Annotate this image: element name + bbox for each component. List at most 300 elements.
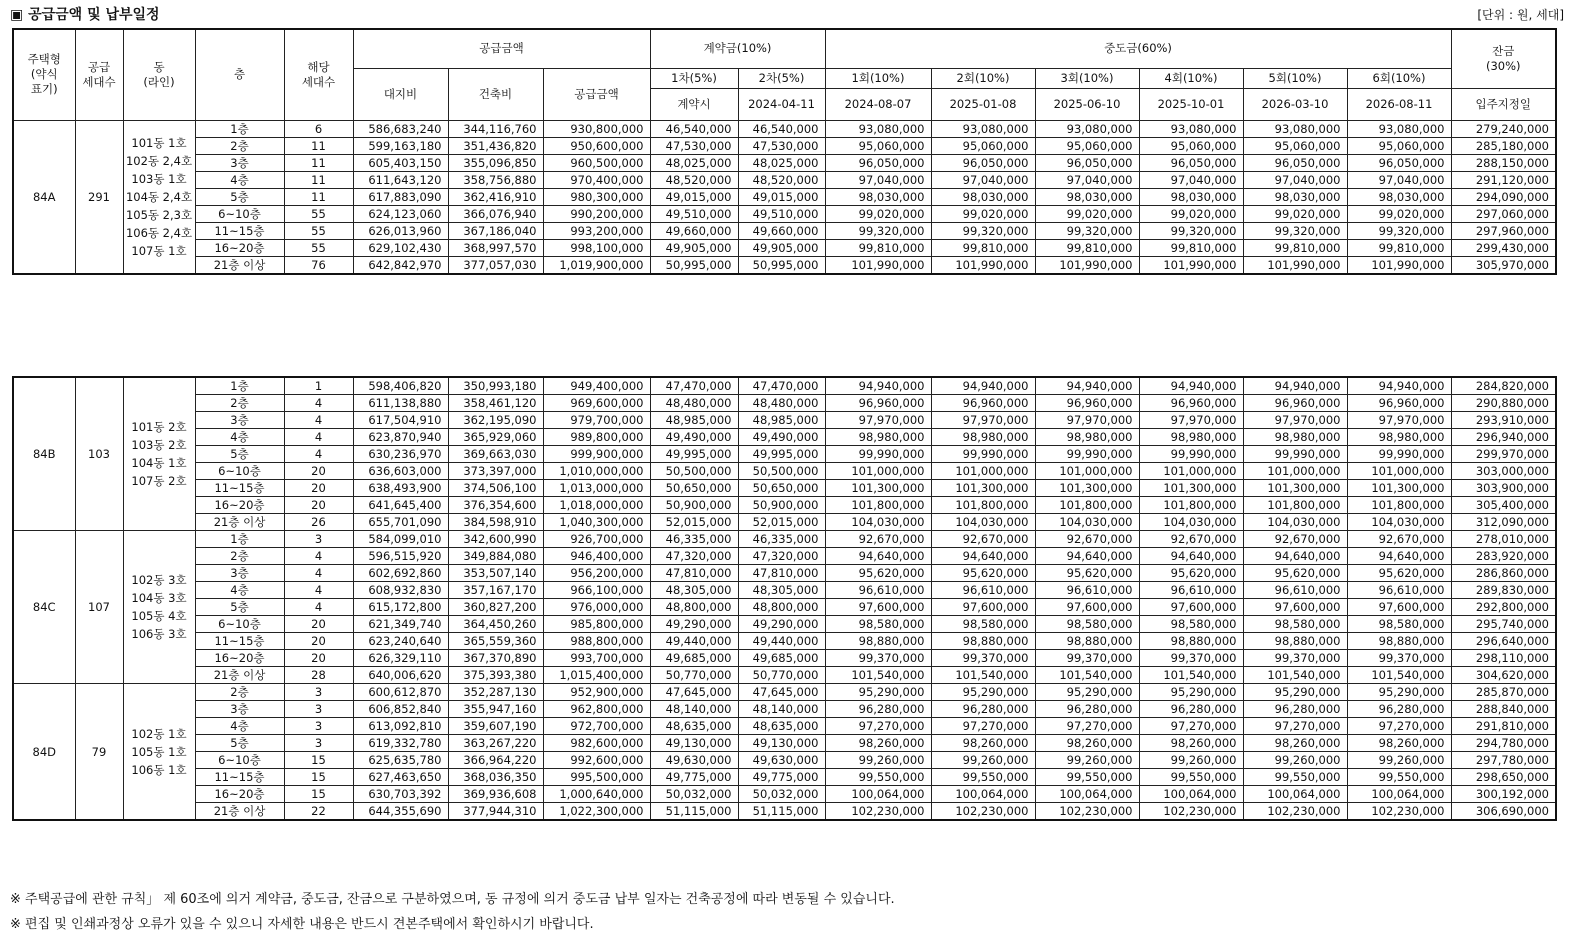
- building-cost-cell: 373,397,000: [448, 463, 543, 480]
- middle-payment-cell: 95,060,000: [1139, 137, 1243, 154]
- units-cell: 22: [284, 803, 353, 821]
- middle-payment-cell: 99,260,000: [1243, 752, 1347, 769]
- land-cost-cell: 611,643,120: [353, 171, 448, 188]
- deposit-2-cell: 51,115,000: [738, 803, 825, 821]
- middle-payment-cell: 99,370,000: [1347, 650, 1451, 667]
- land-cost-cell: 617,504,910: [353, 412, 448, 429]
- supply-amount-cell: 989,800,000: [543, 429, 650, 446]
- middle-payment-cell: 98,980,000: [1347, 429, 1451, 446]
- building-cost-cell: 376,354,600: [448, 497, 543, 514]
- supply-amount-cell: 980,300,000: [543, 188, 650, 205]
- middle-payment-cell: 98,580,000: [1347, 616, 1451, 633]
- middle-payment-cell: 99,370,000: [931, 650, 1035, 667]
- middle-payment-cell: 98,580,000: [931, 616, 1035, 633]
- deposit-1-cell: 51,115,000: [650, 803, 738, 821]
- land-cost-cell: 641,645,400: [353, 497, 448, 514]
- middle-payment-cell: 101,800,000: [1035, 497, 1139, 514]
- middle-payment-cell: 97,970,000: [931, 412, 1035, 429]
- middle-payment-cell: 96,960,000: [1347, 395, 1451, 412]
- land-cost-cell: 598,406,820: [353, 377, 448, 395]
- middle-payment-cell: 99,990,000: [1243, 446, 1347, 463]
- middle-payment-cell: 95,290,000: [1243, 684, 1347, 701]
- table-row: [13, 137, 1556, 154]
- deposit-1-cell: 48,140,000: [650, 701, 738, 718]
- type-cell: 84B: [13, 377, 75, 531]
- supply-units-cell: 79: [75, 684, 123, 821]
- header-total: 공급금액: [543, 68, 650, 120]
- table-row: [13, 395, 1556, 412]
- balance-cell: 296,640,000: [1451, 633, 1556, 650]
- floor-cell: 2층: [195, 548, 284, 565]
- middle-payment-cell: 99,550,000: [1243, 769, 1347, 786]
- middle-payment-cell: 101,990,000: [1139, 256, 1243, 274]
- middle-payment-cell: 96,610,000: [1139, 582, 1243, 599]
- deposit-1-cell: 50,032,000: [650, 786, 738, 803]
- header-floor: 층: [195, 29, 284, 120]
- units-cell: 28: [284, 667, 353, 684]
- middle-payment-cell: 96,050,000: [1243, 154, 1347, 171]
- land-cost-cell: 586,683,240: [353, 120, 448, 137]
- middle-payment-cell: 98,580,000: [1139, 616, 1243, 633]
- middle-payment-cell: 102,230,000: [931, 803, 1035, 821]
- units-cell: 4: [284, 446, 353, 463]
- building-cost-cell: 352,287,130: [448, 684, 543, 701]
- middle-payment-cell: 99,260,000: [1347, 752, 1451, 769]
- middle-payment-cell: 96,280,000: [1139, 701, 1243, 718]
- header-middle-5-date: 2026-03-10: [1243, 88, 1347, 120]
- deposit-1-cell: 49,440,000: [650, 633, 738, 650]
- middle-payment-cell: 96,610,000: [1035, 582, 1139, 599]
- middle-payment-cell: 99,810,000: [1347, 239, 1451, 256]
- balance-cell: 297,960,000: [1451, 222, 1556, 239]
- header-units: 해당 세대수: [284, 29, 353, 120]
- deposit-1-cell: 49,490,000: [650, 429, 738, 446]
- deposit-2-cell: 48,025,000: [738, 154, 825, 171]
- middle-payment-cell: 101,990,000: [1347, 256, 1451, 274]
- middle-payment-cell: 98,030,000: [1139, 188, 1243, 205]
- middle-payment-cell: 98,880,000: [1035, 633, 1139, 650]
- deposit-1-cell: 49,290,000: [650, 616, 738, 633]
- land-cost-cell: 626,013,960: [353, 222, 448, 239]
- land-cost-cell: 619,332,780: [353, 735, 448, 752]
- header-supply-units: 공급 세대수: [75, 29, 123, 120]
- middle-payment-cell: 104,030,000: [1139, 514, 1243, 531]
- units-cell: 20: [284, 616, 353, 633]
- building-cost-cell: 369,936,608: [448, 786, 543, 803]
- middle-payment-cell: 101,990,000: [1243, 256, 1347, 274]
- middle-payment-cell: 97,970,000: [1035, 412, 1139, 429]
- units-cell: 4: [284, 429, 353, 446]
- units-cell: 76: [284, 256, 353, 274]
- deposit-2-cell: 50,995,000: [738, 256, 825, 274]
- supply-amount-cell: 962,800,000: [543, 701, 650, 718]
- deposit-2-cell: 49,775,000: [738, 769, 825, 786]
- deposit-1-cell: 48,800,000: [650, 599, 738, 616]
- middle-payment-cell: 95,290,000: [825, 684, 931, 701]
- middle-payment-cell: 92,670,000: [825, 531, 931, 548]
- building-cost-cell: 349,884,080: [448, 548, 543, 565]
- supply-amount-cell: 1,019,900,000: [543, 256, 650, 274]
- middle-payment-cell: 96,050,000: [931, 154, 1035, 171]
- land-cost-cell: 630,236,970: [353, 446, 448, 463]
- floor-cell: 3층: [195, 154, 284, 171]
- floor-cell: 4층: [195, 429, 284, 446]
- balance-cell: 297,780,000: [1451, 752, 1556, 769]
- deposit-2-cell: 49,015,000: [738, 188, 825, 205]
- deposit-2-cell: 48,520,000: [738, 171, 825, 188]
- middle-payment-cell: 101,990,000: [931, 256, 1035, 274]
- middle-payment-cell: 96,050,000: [1347, 154, 1451, 171]
- middle-payment-cell: 98,980,000: [931, 429, 1035, 446]
- middle-payment-cell: 98,260,000: [1243, 735, 1347, 752]
- floor-cell: 11~15층: [195, 633, 284, 650]
- deposit-2-cell: 50,900,000: [738, 497, 825, 514]
- middle-payment-cell: 97,040,000: [1139, 171, 1243, 188]
- deposit-2-cell: 49,685,000: [738, 650, 825, 667]
- middle-payment-cell: 97,270,000: [931, 718, 1035, 735]
- middle-payment-cell: 98,880,000: [825, 633, 931, 650]
- building-cost-cell: 355,096,850: [448, 154, 543, 171]
- middle-payment-cell: 99,020,000: [1347, 205, 1451, 222]
- header-middle-6: 6회(10%): [1347, 68, 1451, 88]
- deposit-2-cell: 48,985,000: [738, 412, 825, 429]
- supply-amount-cell: 993,200,000: [543, 222, 650, 239]
- land-cost-cell: 655,701,090: [353, 514, 448, 531]
- middle-payment-cell: 94,640,000: [1347, 548, 1451, 565]
- middle-payment-cell: 94,940,000: [1139, 377, 1243, 395]
- land-cost-cell: 596,515,920: [353, 548, 448, 565]
- deposit-1-cell: 48,635,000: [650, 718, 738, 735]
- floor-cell: 2층: [195, 684, 284, 701]
- middle-payment-cell: 101,800,000: [1139, 497, 1243, 514]
- middle-payment-cell: 95,290,000: [1347, 684, 1451, 701]
- middle-payment-cell: 102,230,000: [825, 803, 931, 821]
- deposit-1-cell: 47,810,000: [650, 565, 738, 582]
- floor-cell: 21층 이상: [195, 803, 284, 821]
- middle-payment-cell: 104,030,000: [1035, 514, 1139, 531]
- supply-amount-cell: 956,200,000: [543, 565, 650, 582]
- type-cell: 84A: [13, 120, 75, 274]
- table-row: [13, 769, 1556, 786]
- land-cost-cell: 606,852,840: [353, 701, 448, 718]
- units-cell: 4: [284, 395, 353, 412]
- units-cell: 11: [284, 188, 353, 205]
- floor-cell: 16~20층: [195, 239, 284, 256]
- middle-payment-cell: 96,610,000: [825, 582, 931, 599]
- middle-payment-cell: 99,260,000: [1139, 752, 1243, 769]
- deposit-1-cell: 49,775,000: [650, 769, 738, 786]
- table-row: [13, 531, 1556, 548]
- middle-payment-cell: 97,040,000: [825, 171, 931, 188]
- supply-amount-cell: 1,010,000,000: [543, 463, 650, 480]
- table-row: [13, 377, 1556, 395]
- deposit-1-cell: 50,995,000: [650, 256, 738, 274]
- deposit-2-cell: 48,305,000: [738, 582, 825, 599]
- deposit-2-cell: 49,490,000: [738, 429, 825, 446]
- deposit-2-cell: 49,510,000: [738, 205, 825, 222]
- header-middle-payment: 중도금(60%): [825, 29, 1451, 68]
- middle-payment-cell: 104,030,000: [1243, 514, 1347, 531]
- middle-payment-cell: 97,270,000: [1243, 718, 1347, 735]
- building-cost-cell: 359,607,190: [448, 718, 543, 735]
- deposit-1-cell: 48,985,000: [650, 412, 738, 429]
- units-cell: 55: [284, 205, 353, 222]
- balance-cell: 303,000,000: [1451, 463, 1556, 480]
- middle-payment-cell: 97,600,000: [1035, 599, 1139, 616]
- middle-payment-cell: 98,260,000: [1139, 735, 1243, 752]
- deposit-2-cell: 49,630,000: [738, 752, 825, 769]
- balance-cell: 285,870,000: [1451, 684, 1556, 701]
- middle-payment-cell: 97,970,000: [1139, 412, 1243, 429]
- middle-payment-cell: 98,580,000: [1243, 616, 1347, 633]
- building-cost-cell: 377,944,310: [448, 803, 543, 821]
- dong-cell: 102동 3호 104동 3호 105동 4호 106동 3호: [123, 531, 195, 684]
- middle-payment-cell: 97,040,000: [1243, 171, 1347, 188]
- middle-payment-cell: 94,640,000: [1243, 548, 1347, 565]
- header-land: 대지비: [353, 68, 448, 120]
- balance-cell: 291,120,000: [1451, 171, 1556, 188]
- middle-payment-cell: 98,260,000: [1035, 735, 1139, 752]
- table-row: [13, 188, 1556, 205]
- middle-payment-cell: 96,280,000: [1243, 701, 1347, 718]
- supply-amount-cell: 985,800,000: [543, 616, 650, 633]
- building-cost-cell: 362,195,090: [448, 412, 543, 429]
- middle-payment-cell: 96,960,000: [931, 395, 1035, 412]
- middle-payment-cell: 99,370,000: [825, 650, 931, 667]
- floor-cell: 4층: [195, 718, 284, 735]
- units-cell: 11: [284, 154, 353, 171]
- middle-payment-cell: 101,800,000: [1243, 497, 1347, 514]
- middle-payment-cell: 101,540,000: [1035, 667, 1139, 684]
- middle-payment-cell: 93,080,000: [1035, 120, 1139, 137]
- building-cost-cell: 374,506,100: [448, 480, 543, 497]
- header-deposit: 계약금(10%): [650, 29, 825, 68]
- middle-payment-cell: 104,030,000: [1347, 514, 1451, 531]
- floor-cell: 16~20층: [195, 497, 284, 514]
- table-row: [13, 463, 1556, 480]
- table-row: [13, 735, 1556, 752]
- table-row: [13, 599, 1556, 616]
- units-cell: 3: [284, 684, 353, 701]
- units-cell: 1: [284, 377, 353, 395]
- middle-payment-cell: 99,020,000: [1035, 205, 1139, 222]
- middle-payment-cell: 96,280,000: [1035, 701, 1139, 718]
- header-deposit-1-date: 계약시: [650, 88, 738, 120]
- floor-cell: 6~10층: [195, 616, 284, 633]
- floor-cell: 11~15층: [195, 480, 284, 497]
- middle-payment-cell: 96,610,000: [1243, 582, 1347, 599]
- land-cost-cell: 623,240,640: [353, 633, 448, 650]
- header-middle-5: 5회(10%): [1243, 68, 1347, 88]
- balance-cell: 305,970,000: [1451, 256, 1556, 274]
- middle-payment-cell: 94,940,000: [1243, 377, 1347, 395]
- dong-cell: 101동 1호 102동 2,4호 103동 1호 104동 2,4호 105동 2,3호 106동 2,4호 107동 1호: [123, 120, 195, 274]
- supply-amount-cell: 946,400,000: [543, 548, 650, 565]
- middle-payment-cell: 96,610,000: [931, 582, 1035, 599]
- middle-payment-cell: 97,600,000: [1347, 599, 1451, 616]
- middle-payment-cell: 92,670,000: [1347, 531, 1451, 548]
- deposit-1-cell: 48,305,000: [650, 582, 738, 599]
- supply-schedule-table-84bcd: [12, 376, 1557, 821]
- middle-payment-cell: 98,880,000: [1347, 633, 1451, 650]
- middle-payment-cell: 95,060,000: [1347, 137, 1451, 154]
- land-cost-cell: 638,493,900: [353, 480, 448, 497]
- middle-payment-cell: 96,960,000: [1243, 395, 1347, 412]
- header-middle-2: 2회(10%): [931, 68, 1035, 88]
- middle-payment-cell: 101,000,000: [1139, 463, 1243, 480]
- building-cost-cell: 350,993,180: [448, 377, 543, 395]
- middle-payment-cell: 100,064,000: [1243, 786, 1347, 803]
- table-row: [13, 786, 1556, 803]
- units-cell: 6: [284, 120, 353, 137]
- middle-payment-cell: 97,270,000: [1035, 718, 1139, 735]
- building-cost-cell: 384,598,910: [448, 514, 543, 531]
- middle-payment-cell: 99,810,000: [1035, 239, 1139, 256]
- floor-cell: 4층: [195, 582, 284, 599]
- supply-amount-cell: 970,400,000: [543, 171, 650, 188]
- building-cost-cell: 369,663,030: [448, 446, 543, 463]
- middle-payment-cell: 101,000,000: [931, 463, 1035, 480]
- balance-cell: 293,910,000: [1451, 412, 1556, 429]
- middle-payment-cell: 99,320,000: [931, 222, 1035, 239]
- balance-cell: 300,192,000: [1451, 786, 1556, 803]
- deposit-1-cell: 49,660,000: [650, 222, 738, 239]
- building-cost-cell: 358,461,120: [448, 395, 543, 412]
- middle-payment-cell: 99,020,000: [1139, 205, 1243, 222]
- page-title: ▣ 공급금액 및 납부일정: [10, 7, 160, 23]
- middle-payment-cell: 99,990,000: [825, 446, 931, 463]
- units-cell: 4: [284, 565, 353, 582]
- balance-cell: 289,830,000: [1451, 582, 1556, 599]
- deposit-2-cell: 47,530,000: [738, 137, 825, 154]
- deposit-2-cell: 46,540,000: [738, 120, 825, 137]
- deposit-1-cell: 48,480,000: [650, 395, 738, 412]
- balance-cell: 292,800,000: [1451, 599, 1556, 616]
- table-row: [13, 154, 1556, 171]
- supply-amount-cell: 1,040,300,000: [543, 514, 650, 531]
- table-row: [13, 616, 1556, 633]
- supply-amount-cell: 930,800,000: [543, 120, 650, 137]
- middle-payment-cell: 101,300,000: [1347, 480, 1451, 497]
- middle-payment-cell: 101,300,000: [1243, 480, 1347, 497]
- middle-payment-cell: 95,620,000: [1139, 565, 1243, 582]
- deposit-1-cell: 49,995,000: [650, 446, 738, 463]
- balance-cell: 283,920,000: [1451, 548, 1556, 565]
- supply-amount-cell: 1,018,000,000: [543, 497, 650, 514]
- supply-amount-cell: 972,700,000: [543, 718, 650, 735]
- land-cost-cell: 602,692,860: [353, 565, 448, 582]
- units-cell: 55: [284, 239, 353, 256]
- land-cost-cell: 600,612,870: [353, 684, 448, 701]
- table-row: [13, 205, 1556, 222]
- deposit-2-cell: 49,440,000: [738, 633, 825, 650]
- middle-payment-cell: 97,600,000: [1139, 599, 1243, 616]
- land-cost-cell: 640,006,620: [353, 667, 448, 684]
- deposit-1-cell: 49,905,000: [650, 239, 738, 256]
- middle-payment-cell: 101,540,000: [1243, 667, 1347, 684]
- middle-payment-cell: 101,300,000: [1035, 480, 1139, 497]
- floor-cell: 3층: [195, 565, 284, 582]
- units-cell: 15: [284, 786, 353, 803]
- units-cell: 11: [284, 137, 353, 154]
- middle-payment-cell: 93,080,000: [931, 120, 1035, 137]
- deposit-2-cell: 50,770,000: [738, 667, 825, 684]
- header-middle-1: 1회(10%): [825, 68, 931, 88]
- middle-payment-cell: 94,640,000: [825, 548, 931, 565]
- header-building: 건축비: [448, 68, 543, 120]
- header-balance-date: 입주지정일: [1451, 88, 1556, 120]
- middle-payment-cell: 98,260,000: [931, 735, 1035, 752]
- middle-payment-cell: 97,970,000: [1347, 412, 1451, 429]
- middle-payment-cell: 101,540,000: [1347, 667, 1451, 684]
- building-cost-cell: 360,827,200: [448, 599, 543, 616]
- middle-payment-cell: 96,960,000: [1139, 395, 1243, 412]
- land-cost-cell: 627,463,650: [353, 769, 448, 786]
- footnotes: [10, 887, 895, 937]
- units-cell: 20: [284, 463, 353, 480]
- building-cost-cell: 351,436,820: [448, 137, 543, 154]
- supply-units-cell: 103: [75, 377, 123, 531]
- building-cost-cell: 364,450,260: [448, 616, 543, 633]
- building-cost-cell: 366,964,220: [448, 752, 543, 769]
- middle-payment-cell: 92,670,000: [1139, 531, 1243, 548]
- building-cost-cell: 377,057,030: [448, 256, 543, 274]
- middle-payment-cell: 99,370,000: [1243, 650, 1347, 667]
- units-cell: 3: [284, 701, 353, 718]
- floor-cell: 21층 이상: [195, 667, 284, 684]
- middle-payment-cell: 97,970,000: [825, 412, 931, 429]
- building-cost-cell: 363,267,220: [448, 735, 543, 752]
- balance-cell: 288,150,000: [1451, 154, 1556, 171]
- deposit-1-cell: 49,130,000: [650, 735, 738, 752]
- deposit-2-cell: 49,660,000: [738, 222, 825, 239]
- units-cell: 20: [284, 497, 353, 514]
- middle-payment-cell: 101,990,000: [825, 256, 931, 274]
- middle-payment-cell: 92,670,000: [1035, 531, 1139, 548]
- middle-payment-cell: 96,960,000: [1035, 395, 1139, 412]
- supply-amount-cell: 966,100,000: [543, 582, 650, 599]
- middle-payment-cell: 96,610,000: [1347, 582, 1451, 599]
- middle-payment-cell: 94,940,000: [825, 377, 931, 395]
- dong-cell: 102동 1호 105동 1호 106동 1호: [123, 684, 195, 821]
- land-cost-cell: 626,329,110: [353, 650, 448, 667]
- balance-cell: 288,840,000: [1451, 701, 1556, 718]
- units-cell: 4: [284, 599, 353, 616]
- middle-payment-cell: 97,270,000: [825, 718, 931, 735]
- units-cell: 20: [284, 633, 353, 650]
- table-row: [13, 514, 1556, 531]
- balance-cell: 304,620,000: [1451, 667, 1556, 684]
- floor-cell: 21층 이상: [195, 514, 284, 531]
- deposit-2-cell: 48,800,000: [738, 599, 825, 616]
- middle-payment-cell: 99,320,000: [1243, 222, 1347, 239]
- table-row: [13, 633, 1556, 650]
- land-cost-cell: 636,603,000: [353, 463, 448, 480]
- deposit-2-cell: 49,995,000: [738, 446, 825, 463]
- land-cost-cell: 615,172,800: [353, 599, 448, 616]
- deposit-2-cell: 47,810,000: [738, 565, 825, 582]
- land-cost-cell: 624,123,060: [353, 205, 448, 222]
- table-row: [13, 222, 1556, 239]
- middle-payment-cell: 99,020,000: [1243, 205, 1347, 222]
- middle-payment-cell: 99,990,000: [1139, 446, 1243, 463]
- middle-payment-cell: 99,550,000: [825, 769, 931, 786]
- middle-payment-cell: 94,940,000: [1347, 377, 1451, 395]
- supply-amount-cell: 995,500,000: [543, 769, 650, 786]
- middle-payment-cell: 99,550,000: [1139, 769, 1243, 786]
- balance-cell: 303,900,000: [1451, 480, 1556, 497]
- middle-payment-cell: 95,620,000: [1243, 565, 1347, 582]
